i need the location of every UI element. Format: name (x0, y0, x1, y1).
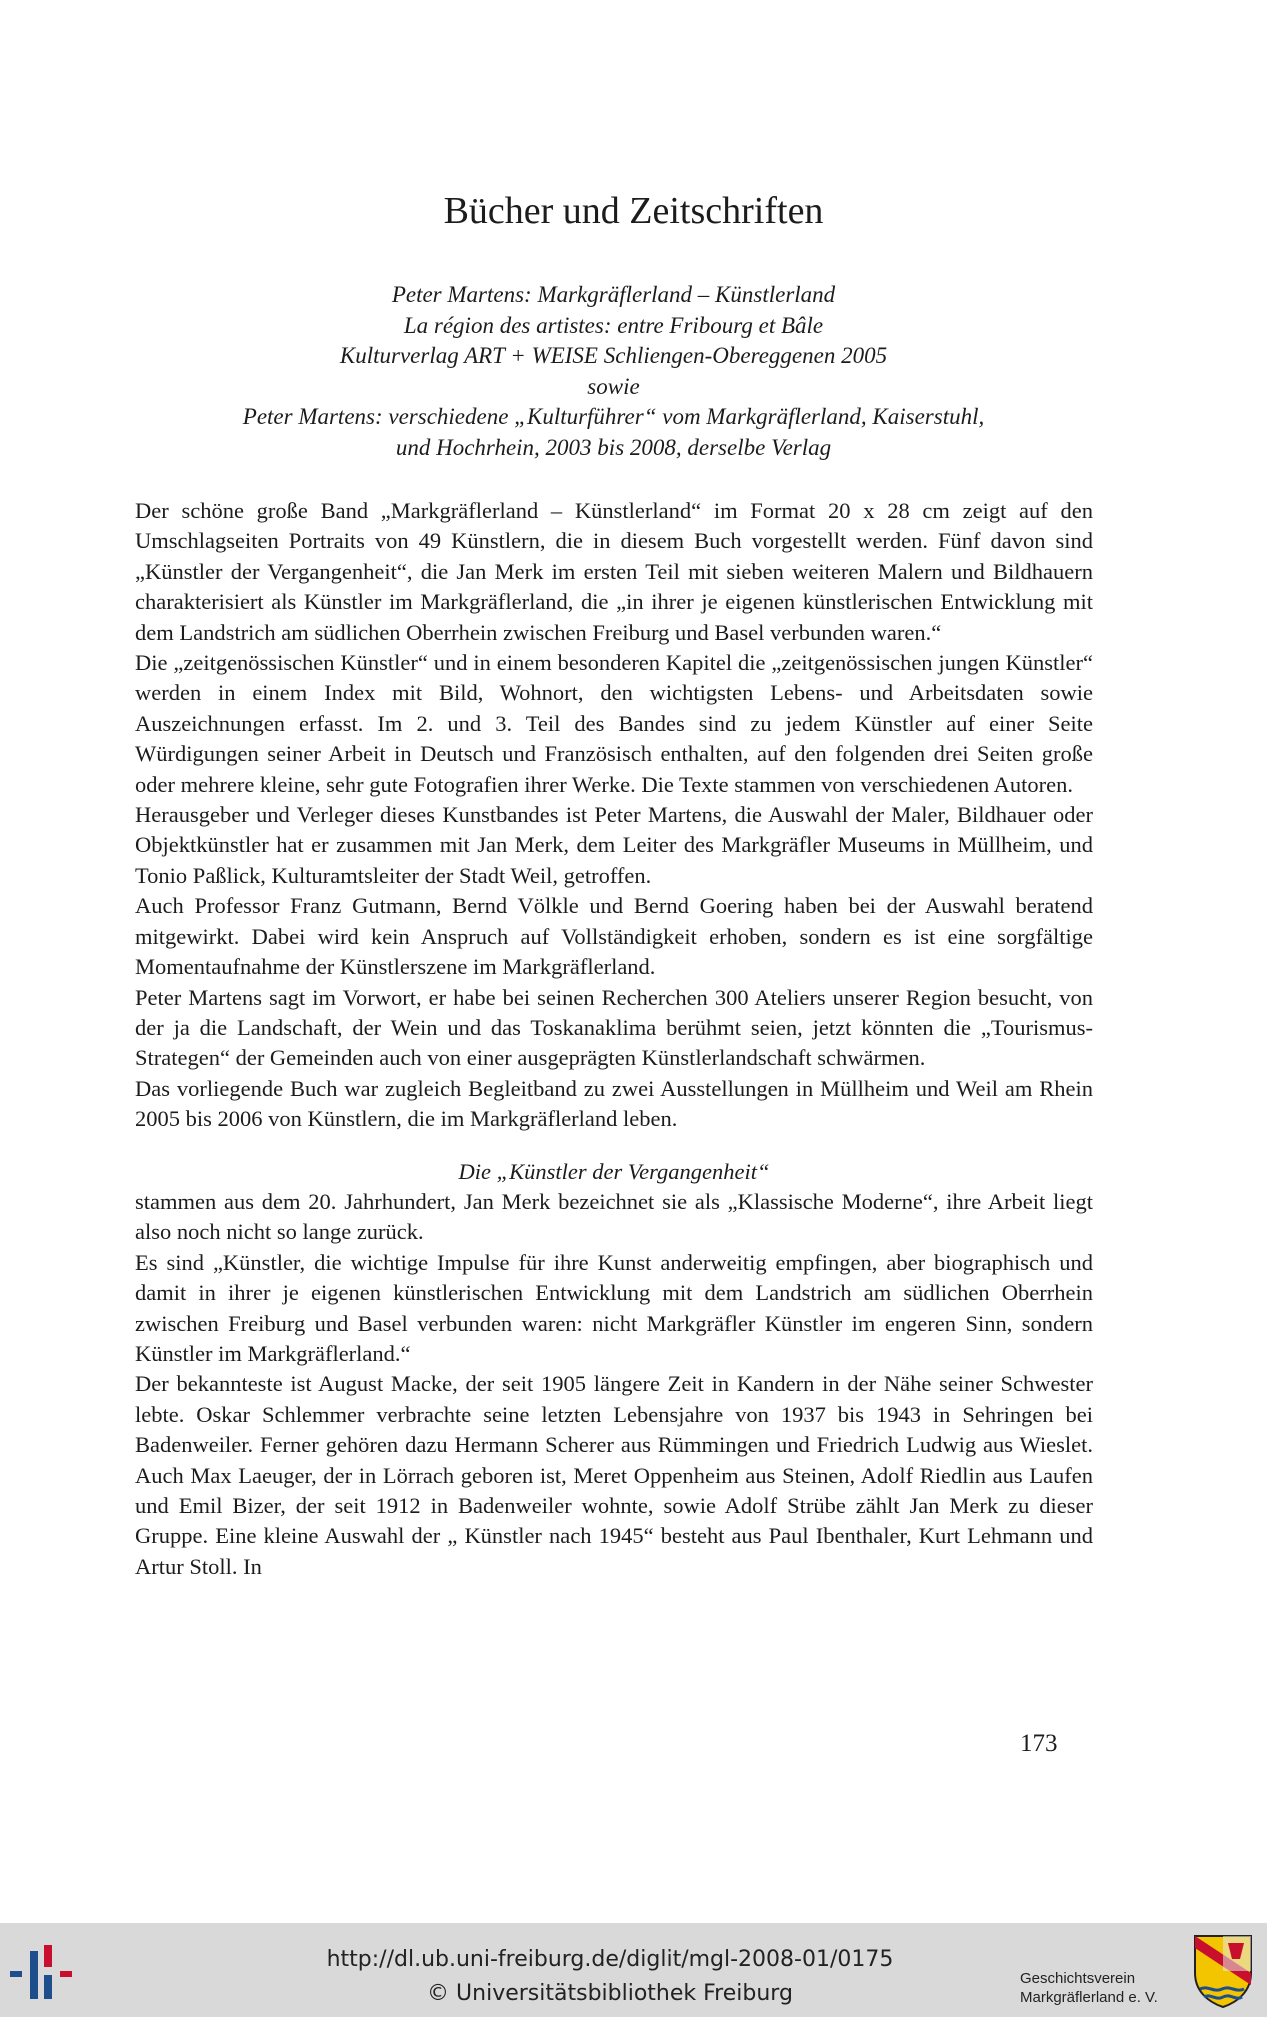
geschichtsverein-crest-icon (1192, 1933, 1254, 2009)
verein-name (1020, 1969, 1190, 2007)
body-paragraph: Auch Professor Franz Gutmann, Bernd Völkle und Bernd Goering haben bei der Auswahl beratend mitgewirkt. Dabei wird kein Anspruch auf Vollständigkeit erhoben, sondern es ist eine sorgfältige Momentaufnahme der Künstlerszene im Markgräflerland. (135, 893, 1093, 980)
ub-freiburg-logo-icon (10, 1945, 80, 2001)
article-body (135, 496, 1093, 1582)
verein-name-line: Markgräflerland e. V. (1020, 1989, 1158, 2006)
body-paragraph: Es sind „Künstler, die wichtige Impulse für ihre Kunst anderweitig empfingen, aber biographisch und damit in ihrer je eigenen künstlerischen Entwicklung mit dem Landstrich am südlichen Oberrhein zwischen Freiburg und Basel verbunden waren: nicht Markgräfler Künstler im engeren Sinn, sondern Künstler im Markgräflerland.“ (135, 1249, 1093, 1366)
reference-line: und Hochrhein, 2003 bis 2008, derselbe Verlag (395, 434, 832, 460)
reference-line: La région des artistes: entre Fribourg et Bâle (403, 312, 824, 338)
body-paragraph: Das vorliegende Buch war zugleich Begleitband zu zwei Ausstellungen in Müllheim und Weil am Rhein 2005 bis 2006 von Künstlern, die im Markgräflerland leben. (135, 1075, 1093, 1132)
body-paragraph: Der schöne große Band „Markgräflerland – Künstlerland“ im Format 20 x 28 cm zeigt auf den Umschlagseiten Portraits von 49 Künstlern, die in diesem Buch vorgestellt werden. Fünf davon sind „Künstler der Vergangenheit“, die Jan Merk im ersten Teil mit sieben weiteren Malern und Bildhauern charakterisiert als Künstler im Markgräflerland, die „in ihrer je eigenen künstlerischen Entwicklung mit dem Landstrich am südlichen Oberrhein zwischen Freiburg und Basel verbunden waren.“ (135, 498, 1093, 645)
body-paragraph: Herausgeber und Verleger dieses Kunstbandes ist Peter Martens, die Auswahl der Maler, Bildhauer oder Objektkünstler hat er zusammen mit Jan Merk, dem Leiter des Markgräfler Museums in Müllheim, und Tonio Paßlick, Kulturamtsleiter der Stadt Weil, getroffen. (135, 802, 1093, 888)
body-paragraph: Die „zeitgenössischen Künstler“ und in einem besonderen Kapitel die „zeitgenössischen jungen Künstler“ werden in einem Index mit Bild, Wohnort, den wichtigsten Lebens- und Arbeitsdaten sowie Auszeichnungen erfasst. Im 2. und 3. Teil des Bandes sind zu jedem Künstler auf einer Seite Würdigungen seiner Arbeit in Deutsch und Französisch enthalten, auf den folgenden drei Seiten große oder mehrere kleine, sehr gute Fotografien ihrer Werke. Die Texte stammen von verschiedenen Autoren. (135, 650, 1093, 797)
reference-line: sowie (587, 373, 640, 399)
body-paragraph: Peter Martens sagt im Vorwort, er habe bei seinen Recherchen 300 Ateliers unserer Region besucht, von der ja die Landschaft, der Wein und das Toskanaklima berühmt seien, jetzt könnten die „Tourismus-Strategen“ der Gemeinden auch von einer ausgeprägten Künstlerlandschaft schwärmen. (135, 984, 1093, 1071)
verein-name-line: Geschichtsverein (1020, 1970, 1136, 1987)
page-number: 173 (1020, 1730, 1058, 1757)
reference-line: Peter Martens: verschiedene „Kulturführer“ vom Markgräflerland, Kaiserstuhl, (242, 404, 985, 429)
library-footer (0, 1923, 1267, 2017)
copyright-text: © Universitätsbibliothek Freiburg (427, 1981, 793, 2006)
reference-line: Kulturverlag ART + WEISE Schliengen-Obereggenen 2005 (339, 343, 888, 368)
body-paragraph: Der bekannteste ist August Macke, der seit 1905 längere Zeit in Kandern in der Nähe seiner Schwester lebte. Oskar Schlemmer verbrachte seine letzten Lebensjahre von 1937 bis 1943 in Sehringen bei Badenweiler. Ferner gehören dazu Hermann Scherer aus Rümmingen und Friedrich Ludwig aus Wieslet. Auch Max Laeuger, der in Lörrach geboren ist, Meret Oppenheim aus Steinen, Adolf Riedlin aus Laufen und Emil Bizer, der seit 1912 in Badenweiler wohnte, sowie Adolf Strübe zählt Jan Merk zu dieser Gruppe. Eine kleine Auswahl der „ Künstler nach 1945“ besteht aus Paul Ibenthaler, Kurt Lehmann und Artur Stoll. In (135, 1371, 1093, 1579)
body-paragraph: stammen aus dem 20. Jahrhundert, Jan Merk bezeichnet sie als „Klassische Moderne“, ihre Arbeit liegt also noch nicht so lange zurück. (135, 1188, 1093, 1245)
book-references (0, 280, 1227, 463)
page-title: Bücher und Zeitschriften (443, 190, 824, 232)
reference-line: Peter Martens: Markgräflerland – Künstlerland (391, 282, 836, 307)
permalink-url[interactable]: http://dl.ub.uni-freiburg.de/diglit/mgl-2008-01/0175 (326, 1947, 894, 1972)
section-subheading: Die „Künstler der Vergangenheit“ (458, 1158, 770, 1184)
